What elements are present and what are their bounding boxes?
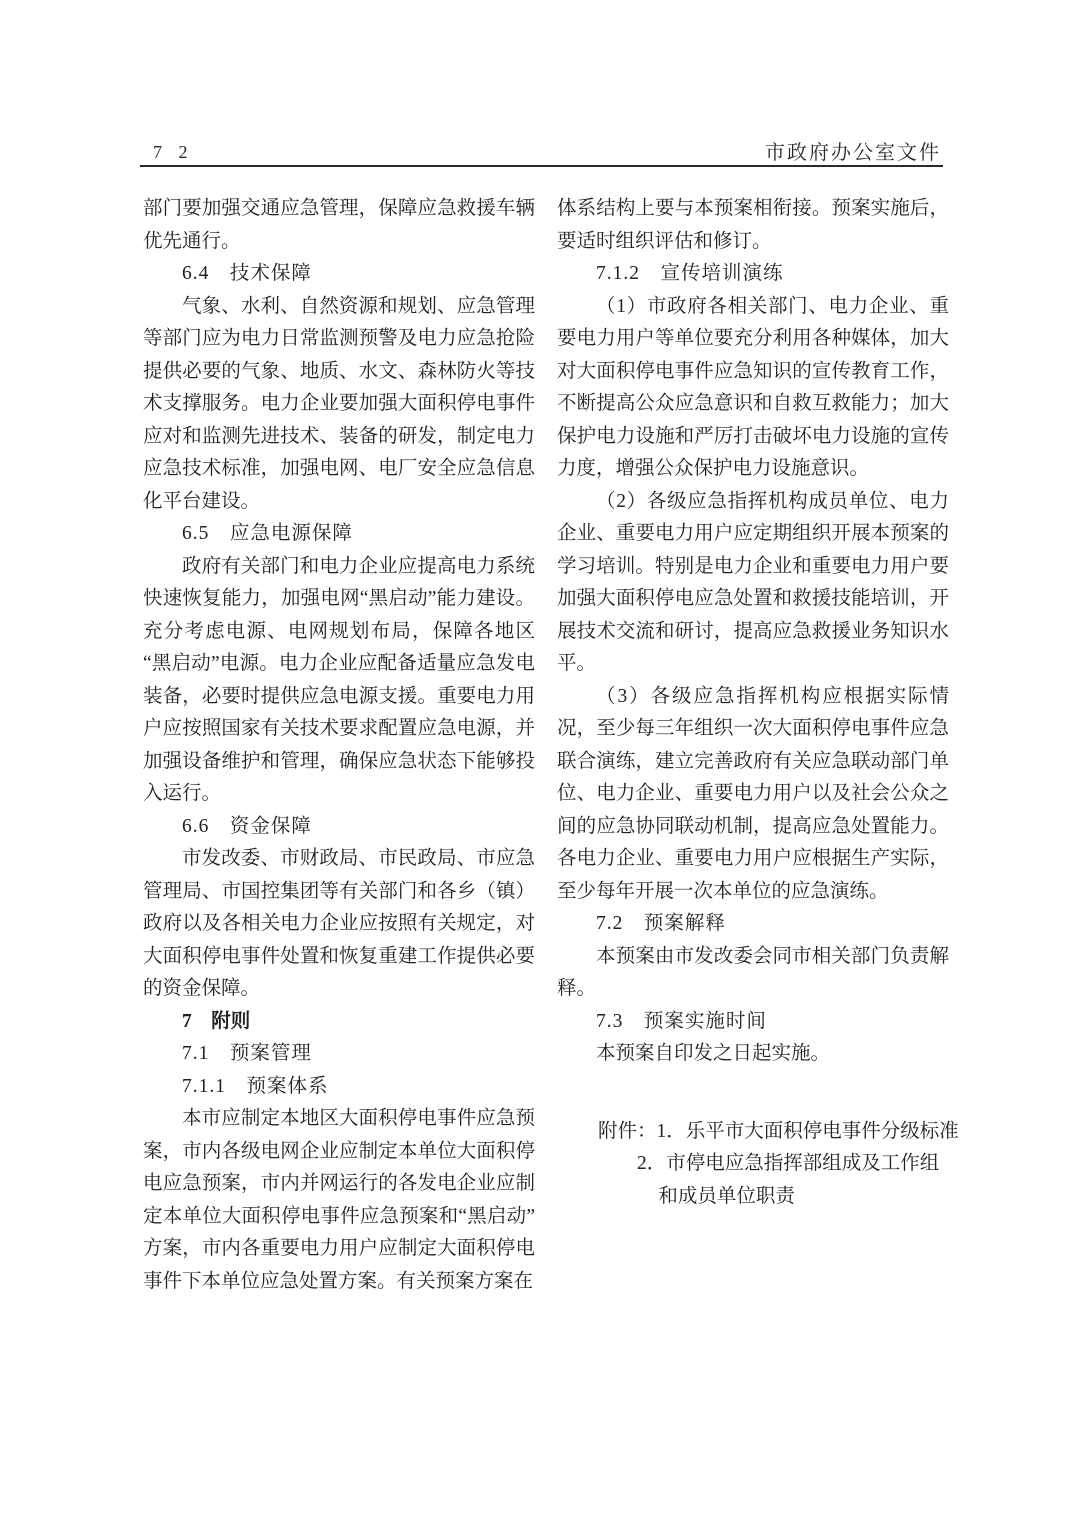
attachment-item-2-continued: 和成员单位职责 (658, 1185, 795, 1207)
heading-7-3-effective-date: 7.3 预案实施时间 (596, 1010, 767, 1032)
paragraph-technical-support: 气象、水利、自然资源和规划、应急管理等部门应为电力日常监测预警及电力应急抢险提供必要的气象、地质、水文、森林防火等技术支撑服务。电力企业要加强大面积停电事件应对和监测先进技术、装备的研发，制定电力应急技术标准，加强电网、电厂安全应急信息化平台建设。 (143, 295, 535, 512)
paragraph-funding: 市发改委、市财政局、市民政局、市应急管理局、市国控集团等有关部门和各乡（镇）政府以及各相关电力企业应按照有关规定，对大面积停电事件处置和恢复重建工作提供必要的资金保障。 (143, 848, 535, 999)
paragraph-drills-item-3: （3）各级应急指挥机构应根据实际情况，至少每三年组织一次大面积停电事件应急联合演练，建立完善政府有关应急联动部门单位、电力企业、重要电力用户以及社会公众之间的应急协同联动机制，提高应急处置能力。各电力企业、重要电力用户应根据生产实际，至少每年开展一次本单位的应急演练。 (557, 685, 949, 902)
paragraph-effective-date: 本预案自印发之日起实施。 (596, 1043, 831, 1064)
heading-7-2-interpretation: 7.2 预案解释 (596, 913, 726, 934)
heading-7-supplementary: 7 附则 (182, 1010, 251, 1032)
heading-7-1-1-plan-system: 7.1.1 预案体系 (182, 1075, 329, 1097)
header-doc-label: 市政府办公室文件 (765, 142, 941, 164)
paragraph-publicity-item-1: （1）市政府各相关部门、电力企业、重要电力用户等单位要充分利用各种媒体，加大对大面积停电事件应急知识的宣传教育工作，不断提高公众应急意识和自救互救能力；加大保护电力设施和严厉打击破坏电力设施的宣传力度，增强公众保护电力设施意识。 (557, 295, 949, 479)
heading-6-6-funding: 6.6 资金保障 (182, 815, 312, 837)
left-column (143, 193, 535, 1298)
attachment-item-1: 附件：1．乐平市大面积停电事件分级标准 (597, 1120, 959, 1142)
right-column (557, 193, 959, 1213)
heading-7-1-plan-management: 7.1 预案管理 (182, 1043, 312, 1064)
header-rule (140, 165, 943, 167)
paragraph-traffic-continued: 部门要加强交通应急管理，保障应急救援车辆优先通行。 (143, 198, 535, 252)
attachment-item-2: 2．市停电应急指挥部组成及工作组 (636, 1153, 940, 1174)
heading-6-5-emergency-power: 6.5 应急电源保障 (182, 523, 353, 544)
heading-7-1-2-training-drills: 7.1.2 宣传培训演练 (596, 263, 784, 284)
paragraph-plan-system-continued: 体系结构上要与本预案相衔接。预案实施后，要适时组织评估和修订。 (557, 198, 949, 252)
paragraph-training-item-2: （2）各级应急指挥机构成员单位、电力企业、重要电力用户应定期组织开展本预案的学习培训。特别是电力企业和重要电力用户要加强大面积停电应急处置和救援技能培训，开展技术交流和研讨，提高应急救援业务知识水平。 (557, 490, 949, 674)
paragraph-interpretation: 本预案由市发改委会同市相关部门负责解释。 (557, 945, 949, 999)
paragraph-plan-system: 本市应制定本地区大面积停电事件应急预案，市内各级电网企业应制定本单位大面积停电应急预案，市内并网运行的各发电企业应制定本单位大面积停电事件应急预案和“黑启动”方案，市内各重要电力用户应制定大面积停电事件下本单位应急处置方案。有关预案方案在 (143, 1108, 535, 1292)
heading-6-4-technical-support: 6.4 技术保障 (182, 263, 312, 284)
paragraph-emergency-power: 政府有关部门和电力企业应提高电力系统快速恢复能力，加强电网“黑启动”能力建设。充分考虑电源、电网规划布局，保障各地区“黑启动”电源。电力企业应配备适量应急发电装备，必要时提供应急电源支援。重要电力用户应按照国家有关技术要求配置应急电源，并加强设备维护和管理，确保应急状态下能够投入运行。 (143, 555, 535, 804)
attachment-list (557, 1116, 959, 1214)
page-number: 7 2 (153, 142, 194, 162)
